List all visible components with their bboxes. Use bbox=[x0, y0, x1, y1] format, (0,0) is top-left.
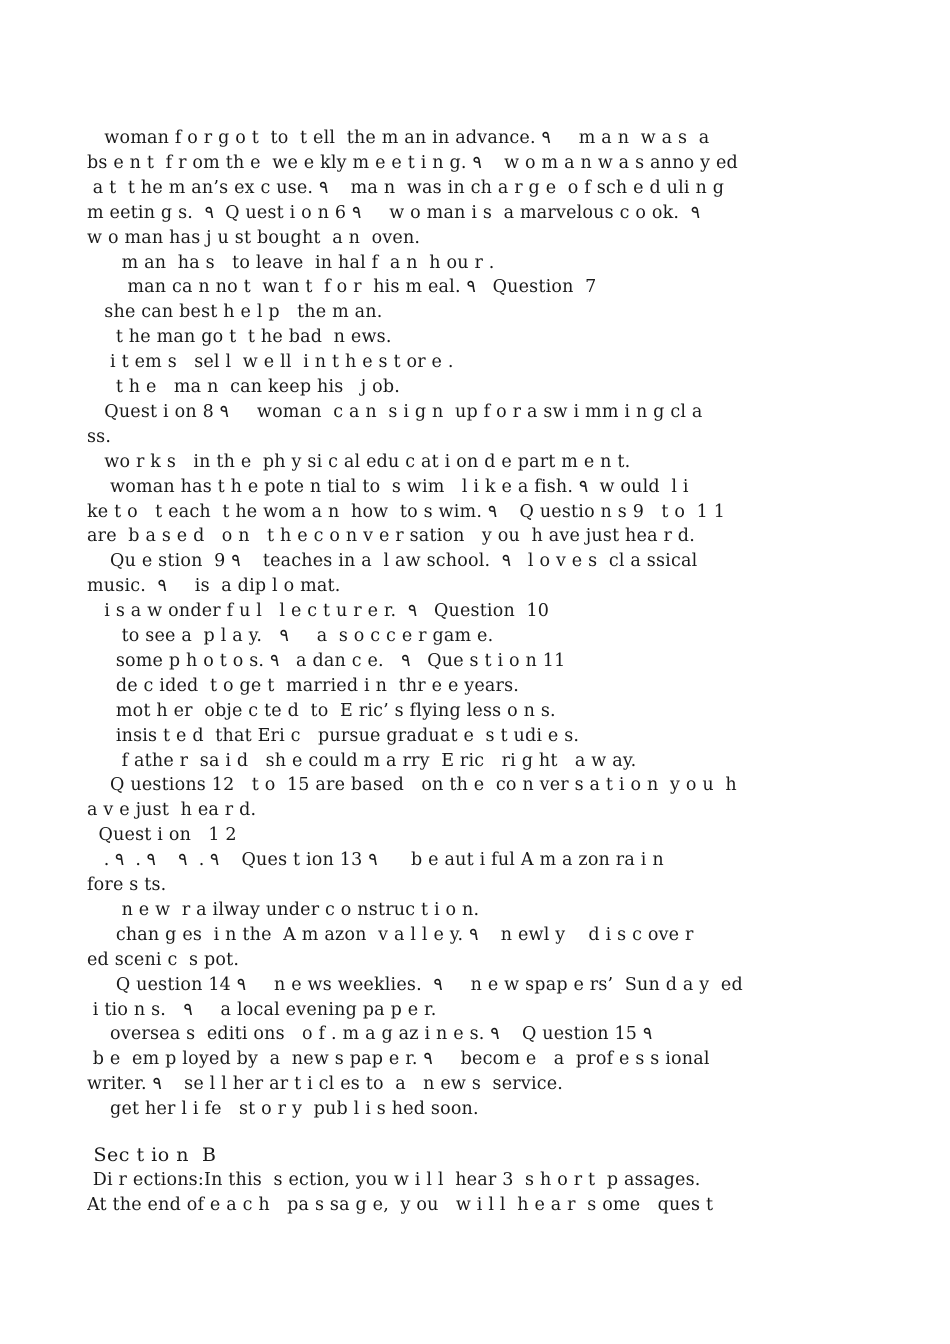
section-heading: Sec t io n B bbox=[87, 1144, 217, 1166]
text-line: Quest i on 1 2 bbox=[87, 825, 237, 846]
text-line: i s a w onder f u l l e c t u r e r. ٩ Question 10 bbox=[87, 601, 550, 622]
text-line: w o man has j u st bought a n oven. bbox=[87, 227, 421, 248]
text-line: de c ided t o ge t married i n thr e e years. bbox=[87, 675, 520, 696]
text-line: Quest i on 8 ٩ woman c a n s i g n up f o r a sw i mm i n g cl a bbox=[87, 401, 703, 422]
text-line: are b a s e d o n t h e c o n v e r sation y ou h ave just hea r d. bbox=[87, 526, 695, 547]
text-line: insis t e d that Eri c pursue graduat e s t udi e s. bbox=[87, 725, 580, 746]
text-line: get her l i fe st o r y pub l i s hed soon. bbox=[87, 1099, 479, 1120]
text-line: t he man go t t he bad n ews. bbox=[87, 327, 392, 348]
text-line: chan g es i n the A m azon v a l l e y. ٩ n ewl y d i s c ove r bbox=[87, 924, 694, 945]
text-line: fore s ts. bbox=[87, 875, 167, 895]
text-line: woman has t h e pote n tial to s wim l i k e a fish. ٩ w ould l i bbox=[87, 476, 689, 497]
text-line: ss. bbox=[87, 426, 112, 447]
directions-line: Di r ections:In this s ection, you w i l l hear 3 s h o r t p assages. bbox=[87, 1170, 701, 1190]
text-line: Q uestion 14 ٩ n e ws weeklies. ٩ n e w spap e rs’ Sun d a y ed bbox=[87, 974, 743, 995]
text-line: writer. ٩ se l l her ar t i cl es to a n ew s service. bbox=[87, 1074, 564, 1095]
text-line: . ٩ . ٩ ٩ . ٩ Ques t ion 13 ٩ b e aut i ful A m a zon ra i n bbox=[87, 850, 664, 871]
text-line: ke t o t each t he wom a n how to s wim. ٩ Q uestio n s 9 t o 1 1 bbox=[87, 501, 726, 522]
text-line: f athe r sa i d sh e could m a rry E ric ri g ht a w ay. bbox=[87, 750, 637, 771]
text-line: Qu e stion 9 ٩ teaches in a l aw school. ٩ l o v e s cl a ssical bbox=[87, 551, 698, 572]
text-line: wo r k s in th e ph y si c al edu c at i on d e part m e n t. bbox=[87, 451, 631, 472]
text-line: ed sceni c s pot. bbox=[87, 949, 240, 970]
text-line: b e em p loyed by a new s pap e r. ٩ becom e a prof e s s ional bbox=[87, 1049, 710, 1070]
text-line: mot h er obje c te d to E ric’ s flying less o n s. bbox=[87, 700, 556, 721]
text-line: man ca n no t wan t f o r his m eal. ٩ Question 7 bbox=[87, 277, 597, 298]
text-line: a t t he m an’s ex c use. ٩ ma n was in ch a r g e o f sch e d uli n g bbox=[87, 177, 725, 198]
text-line: t h e ma n can keep his j ob. bbox=[87, 377, 401, 397]
text-line: to see a p l a y. ٩ a s o c c e r gam e. bbox=[87, 626, 494, 646]
text-line: m eetin g s. ٩ Q uest i o n 6 ٩ w o man i s a marvelous c o ok. ٩ bbox=[87, 202, 701, 223]
text-line: n e w r a ilway under c o nstruc t i o n. bbox=[87, 899, 480, 920]
text-line: oversea s editi ons o f . m a g az i n e s. ٩ Q uestion 15 ٩ bbox=[87, 1024, 653, 1045]
text-line: some p h o t o s. ٩ a dan c e. ٩ Que s t i o n 11 bbox=[87, 650, 566, 671]
directions-line: At the end of e a c h pa s sa g e, y ou w i l l h e a r s ome ques t bbox=[87, 1195, 714, 1215]
text-line: Q uestions 12 t o 15 are based on th e co n ver s a t i o n y o u h bbox=[87, 775, 737, 796]
text-line: a v e just h ea r d. bbox=[87, 800, 257, 821]
text-line: bs e n t f r om th e we e kly m e e t i n g. ٩ w o m a n w a s anno y ed bbox=[87, 152, 738, 173]
text-line: i t em s sel l w e ll i n t h e s t or e . bbox=[87, 352, 454, 373]
text-line: music. ٩ is a dip l o mat. bbox=[87, 576, 341, 597]
text-line: woman f o r g o t to t ell the m an in advance. ٩ m a n w a s a bbox=[87, 128, 710, 148]
text-line: she can best h e l p the m an. bbox=[87, 302, 383, 323]
text-line: m an ha s to leave in hal f a n h ou r . bbox=[87, 252, 495, 273]
text-line: i tio n s. ٩ a local evening pa p e r. bbox=[87, 999, 437, 1020]
